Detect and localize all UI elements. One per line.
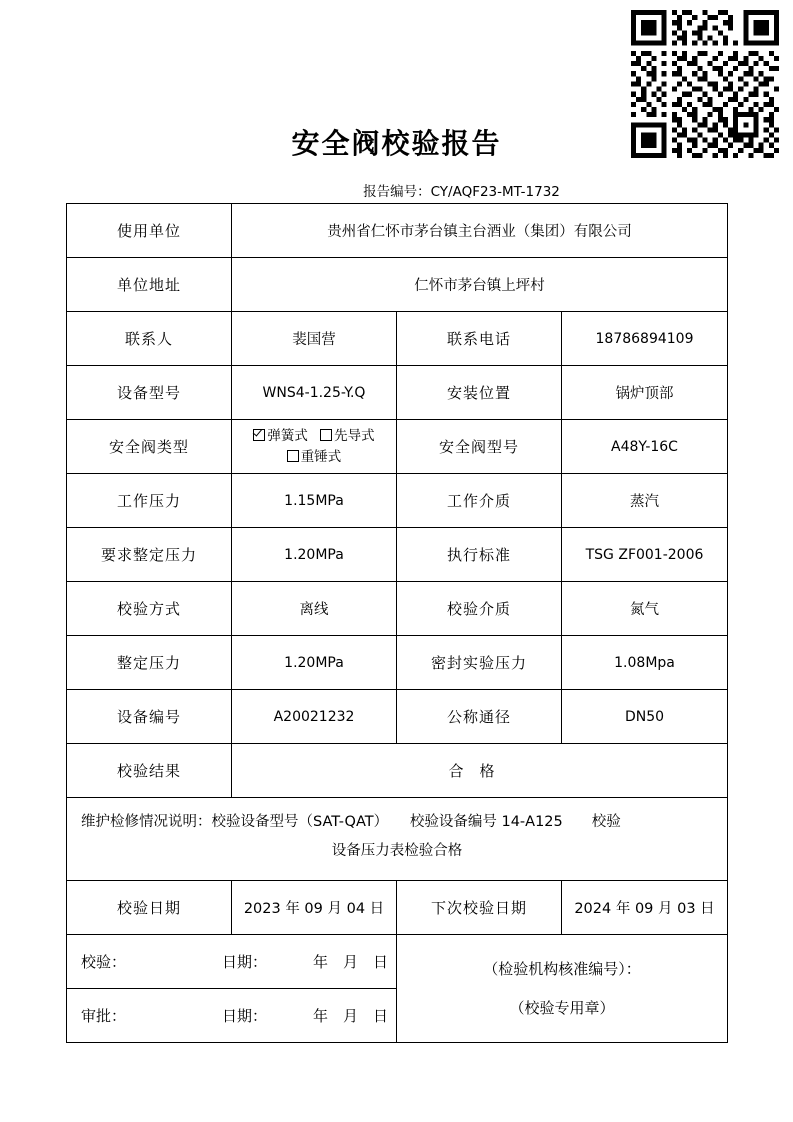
table-row <box>67 935 728 989</box>
next-check-date-label: 下次校验日期 <box>397 881 562 935</box>
standard-label: 执行标准 <box>397 528 562 582</box>
check-medium-value: 氮气 <box>562 582 728 636</box>
stamp-area <box>397 935 728 1043</box>
nominal-diameter-value: DN50 <box>562 690 728 744</box>
model-label: 设备型号 <box>67 366 232 420</box>
check-method-label: 校验方式 <box>67 582 232 636</box>
check-medium-label: 校验介质 <box>397 582 562 636</box>
result-value: 合格 <box>232 744 728 798</box>
contact-label: 联系人 <box>67 312 232 366</box>
table-row <box>67 204 728 258</box>
device-no-label: 设备编号 <box>67 690 232 744</box>
approver-label: 审批： <box>81 1007 127 1025</box>
table-row <box>67 881 728 935</box>
install-position-label: 安装位置 <box>397 366 562 420</box>
checker-signature-field <box>67 935 397 989</box>
checker-ymd: 年 月 日 <box>313 953 389 971</box>
table-row <box>67 582 728 636</box>
checkbox-icon[interactable] <box>287 450 299 462</box>
table-row <box>67 744 728 798</box>
valve-model-value: A48Y-16C <box>562 420 728 474</box>
work-pressure-label: 工作压力 <box>67 474 232 528</box>
address-label: 单位地址 <box>67 258 232 312</box>
install-position-value: 锅炉顶部 <box>562 366 728 420</box>
table-row <box>67 528 728 582</box>
next-check-date-value: 2024 年 09 月 03 日 <box>562 881 728 935</box>
address-value: 仁怀市茅台镇上坪村 <box>232 258 728 312</box>
set-pressure-value: 1.20MPa <box>232 636 397 690</box>
checkbox-deadweight[interactable] <box>287 447 342 467</box>
checkbox-spring-label: 弹簧式 <box>267 428 308 445</box>
approver-signature-field <box>67 989 397 1043</box>
valve-type-label: 安全阀类型 <box>67 420 232 474</box>
required-set-pressure-value: 1.20MPa <box>232 528 397 582</box>
result-label: 校验结果 <box>67 744 232 798</box>
table-row <box>67 690 728 744</box>
checker-date-label: 日期： <box>222 953 268 971</box>
report-number-value: CY/AQF23-MT-1732 <box>430 184 560 200</box>
report-number <box>0 180 793 200</box>
checkbox-deadweight-label: 重锤式 <box>300 448 342 465</box>
model-value: WNS4-1.25-Y.Q <box>232 366 397 420</box>
table-row <box>67 312 728 366</box>
table-row <box>67 420 728 474</box>
medium-label: 工作介质 <box>397 474 562 528</box>
check-date-value: 2023 年 09 月 04 日 <box>232 881 397 935</box>
seal-pressure-label: 密封实验压力 <box>397 636 562 690</box>
table-row <box>67 366 728 420</box>
set-pressure-label: 整定压力 <box>67 636 232 690</box>
check-date-label: 校验日期 <box>67 881 232 935</box>
nominal-diameter-label: 公称通径 <box>397 690 562 744</box>
phone-label: 联系电话 <box>397 312 562 366</box>
check-method-value: 离线 <box>232 582 397 636</box>
checkbox-spring[interactable] <box>253 426 308 446</box>
checkbox-pilot-label: 先导式 <box>334 428 375 445</box>
stamp-special-seal: （校验专用章） <box>509 998 615 1017</box>
phone-value: 18786894109 <box>562 312 728 366</box>
medium-value: 蒸汽 <box>562 474 728 528</box>
checkbox-pilot[interactable] <box>320 426 375 446</box>
device-no-value: A20021232 <box>232 690 397 744</box>
notes-line-1: 维护检修情况说明：校验设备型号（SAT-QAT） 校验设备编号 14-A125 校验 <box>81 814 621 830</box>
unit-label: 使用单位 <box>67 204 232 258</box>
work-pressure-value: 1.15MPa <box>232 474 397 528</box>
table-row <box>67 798 728 881</box>
valve-model-label: 安全阀型号 <box>397 420 562 474</box>
report-table <box>66 203 728 1043</box>
maintenance-notes <box>67 798 728 881</box>
checkbox-icon[interactable] <box>320 429 332 441</box>
valve-type-options <box>232 420 397 474</box>
seal-pressure-value: 1.08Mpa <box>562 636 728 690</box>
notes-line-2: 设备压力表检验合格 <box>331 843 463 859</box>
approver-date-label: 日期： <box>222 1007 268 1025</box>
contact-value: 裴国营 <box>232 312 397 366</box>
standard-value: TSG ZF001-2006 <box>562 528 728 582</box>
table-row <box>67 258 728 312</box>
table-row <box>67 474 728 528</box>
checker-label: 校验： <box>81 953 127 971</box>
unit-value: 贵州省仁怀市茅台镇主台酒业（集团）有限公司 <box>232 204 728 258</box>
stamp-approval-no: （检验机构核准编号）： <box>483 959 641 978</box>
approver-ymd: 年 月 日 <box>313 1007 389 1025</box>
page-title: 安全阀校验报告 <box>291 127 502 160</box>
report-number-label: 报告编号： <box>363 184 431 200</box>
table-row <box>67 636 728 690</box>
checkbox-icon[interactable] <box>253 429 265 441</box>
required-set-pressure-label: 要求整定压力 <box>67 528 232 582</box>
